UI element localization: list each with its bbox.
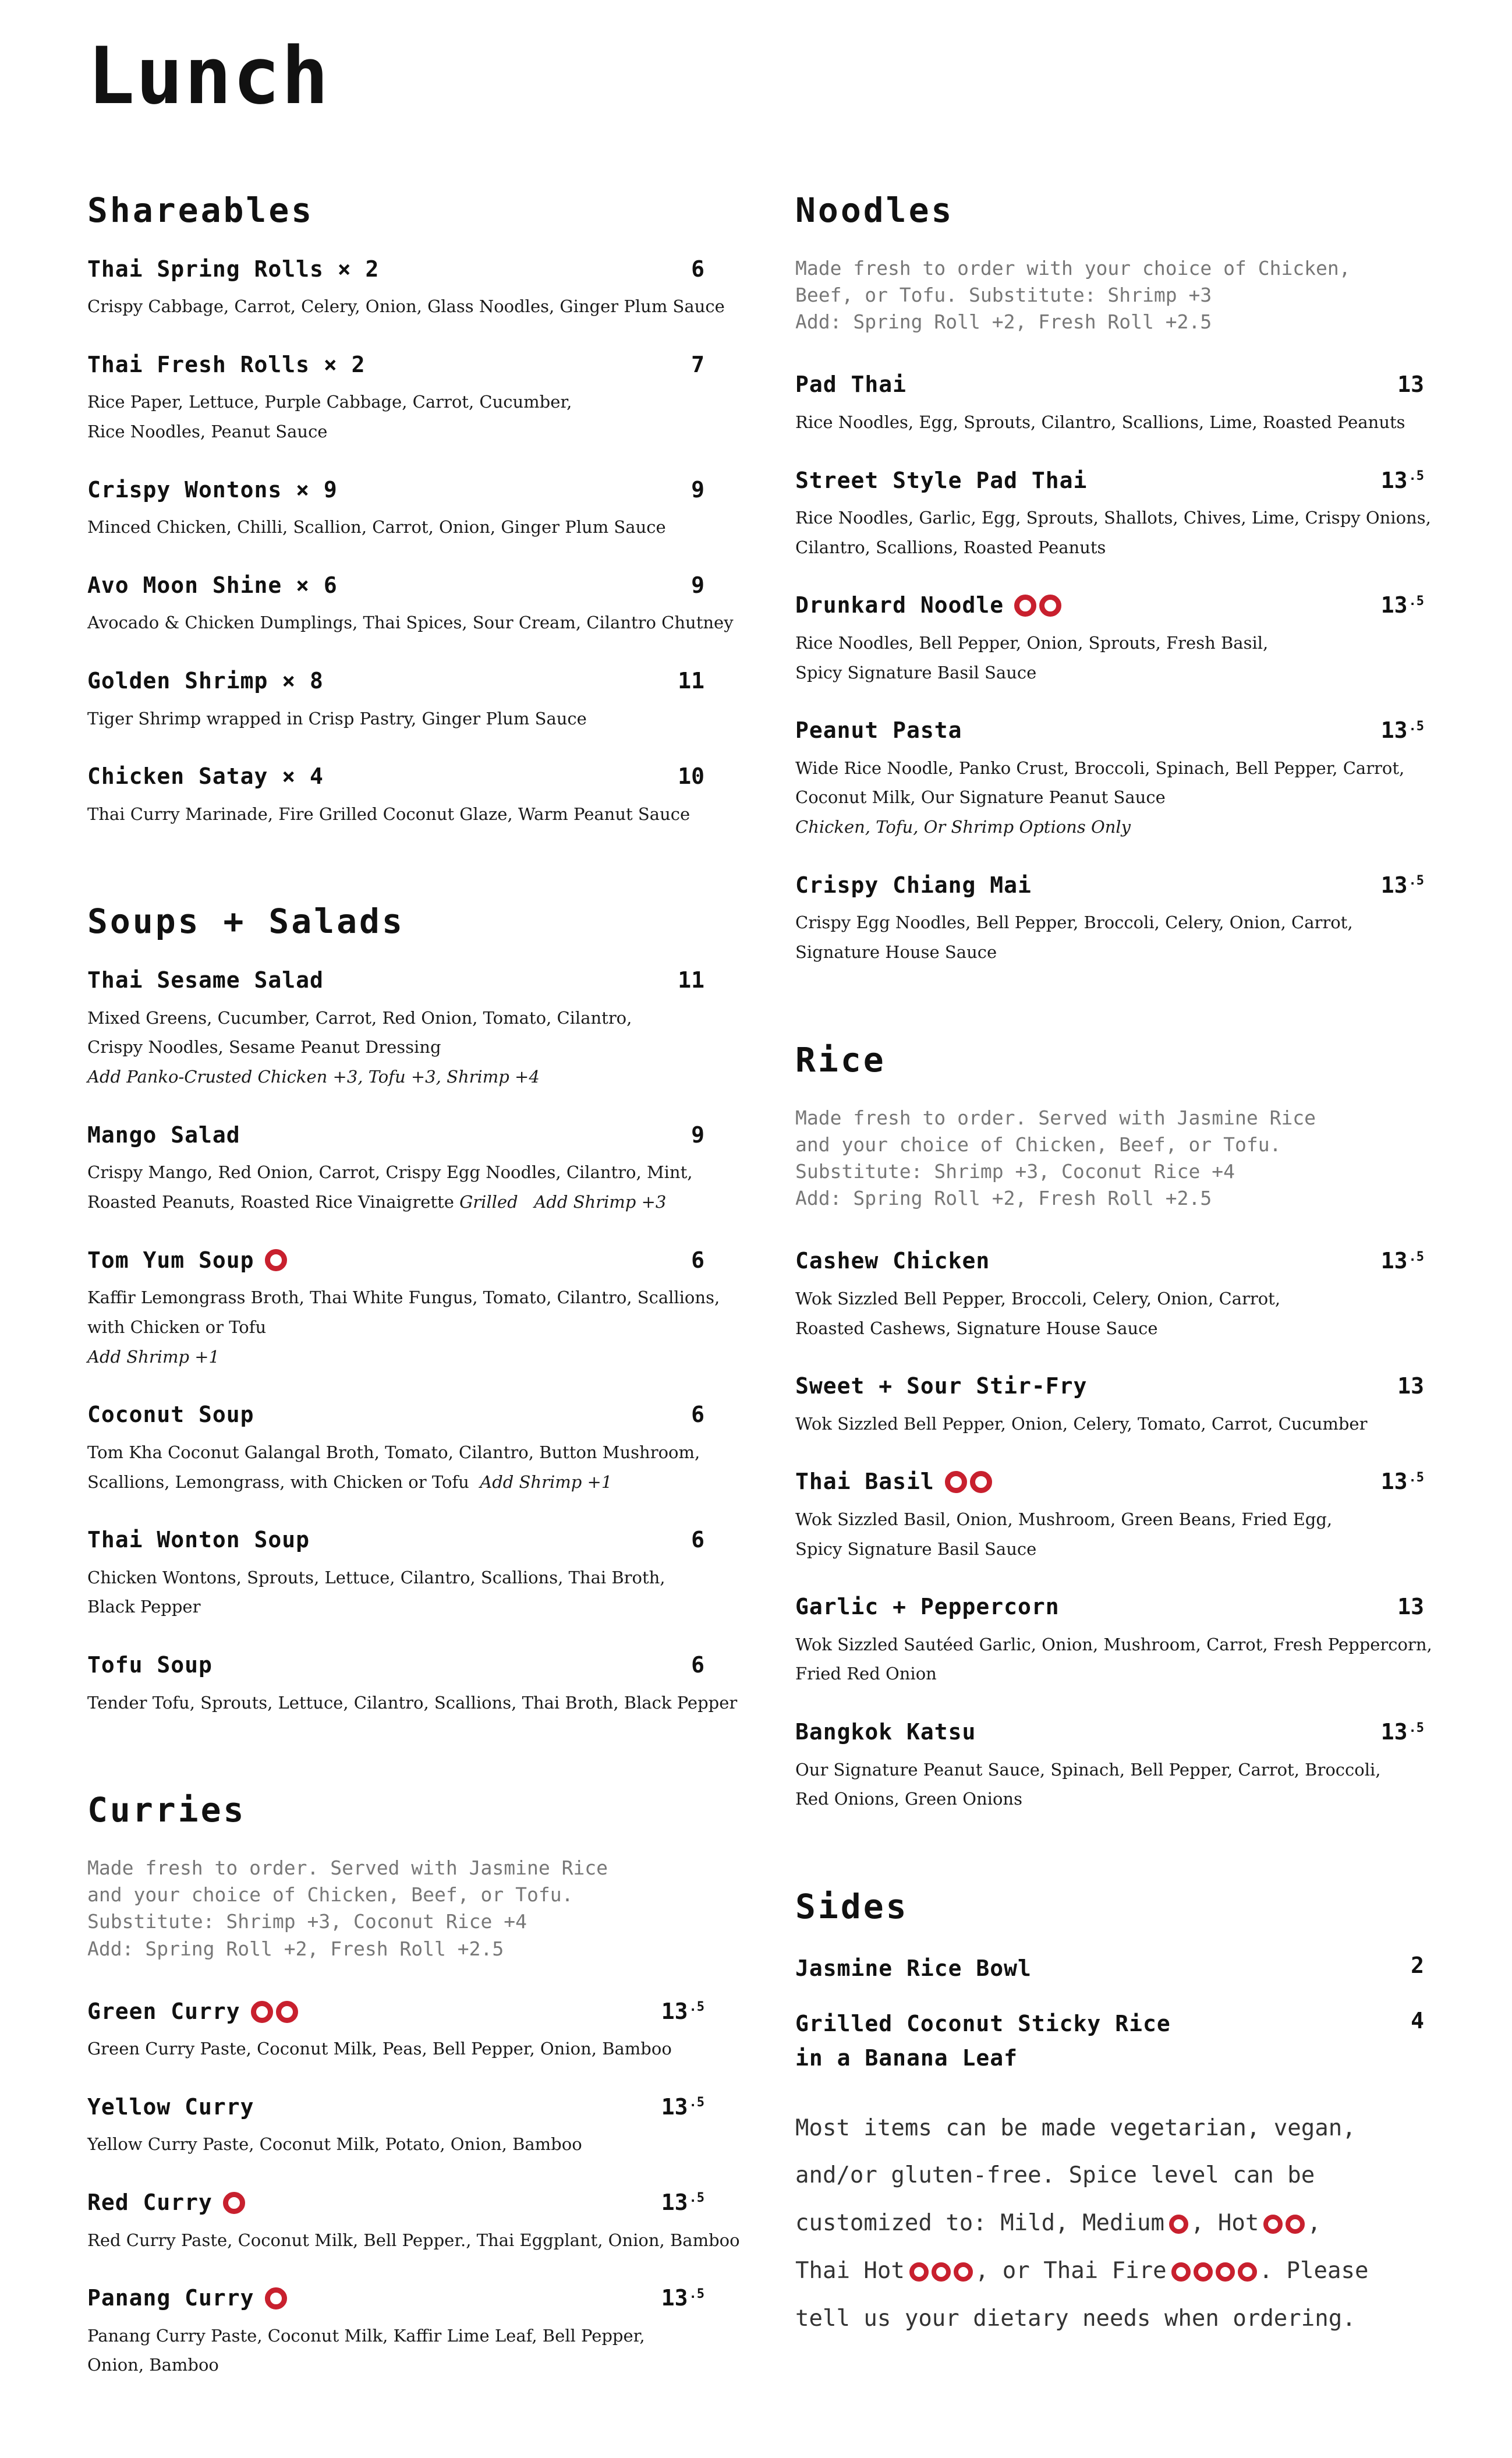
item-name: Pad Thai	[795, 372, 907, 398]
item-description: Tiger Shrimp wrapped in Crisp Pastry, Ginger Plum Sauce	[87, 708, 587, 728]
menu-item	[87, 255, 725, 321]
menu-item	[795, 1718, 1424, 1814]
item-description: Yellow Curry Paste, Coconut Milk, Potato, Onion, Bamboo	[87, 2134, 582, 2155]
item-description: Crispy Egg Noodles, Bell Pepper, Broccoli, Celery, Onion, Carrot, Signature House Sauce	[795, 913, 1353, 963]
menu-item	[87, 2188, 740, 2255]
item-name: Garlic + Peppercorn	[795, 1594, 1060, 1620]
menu-item	[87, 476, 704, 542]
item-name: Thai Wonton Soup	[87, 1527, 310, 1553]
item-description: Wok Sizzled Bell Pepper, Onion, Celery, Tomato, Carrot, Cucumber	[795, 1413, 1368, 1434]
item-name: Crispy Chiang Mai	[795, 872, 1032, 898]
section-intro: Made fresh to order. Served with Jasmine Rice and your choice of Chicken, Beef, or Tofu. Substitute: Shrimp +3, Coconut Rice +4 Add: Spring Roll +2, Fresh Roll +2.5	[87, 1856, 608, 1960]
item-price: $13^{.5}$	[1380, 1248, 1424, 1274]
item-price: 13	[1397, 372, 1424, 398]
item-name: Green Curry	[87, 1998, 240, 2024]
item-price: 6	[691, 1247, 704, 1273]
item-description: Rice Noodles, Garlic, Egg, Sprouts, Shallots, Chives, Lime, Crispy Onions, Cilantro, Scallions, Roasted Peanuts	[795, 507, 1431, 557]
section-shareables	[87, 190, 734, 829]
item-name: Mango Salad	[87, 1122, 240, 1148]
section-title: Soups + Salads	[87, 901, 405, 942]
item-name: Cashew Chicken	[795, 1248, 990, 1274]
item-price: 6	[691, 256, 704, 282]
menu-item	[795, 1372, 1424, 1438]
left-column	[87, 190, 740, 2455]
section-title: Noodles	[795, 190, 954, 230]
section-title: Shareables	[87, 190, 314, 230]
menu-item	[795, 1247, 1424, 1343]
item-description: Minced Chicken, Chilli, Scallion, Carrot, Onion, Ginger Plum Sauce	[87, 517, 666, 537]
menu-item	[87, 1526, 704, 1622]
item-description: Kaffir Lemongrass Broth, Thai White Fungus, Tomato, Cilantro, Scallions, with Chicken or Tofu Add Shrimp +1	[87, 1283, 704, 1371]
section-title: Sides	[795, 1887, 909, 1927]
menu-item	[795, 871, 1424, 967]
item-price: 9	[691, 1122, 704, 1148]
item-name: Sweet + Sour Stir-Fry	[795, 1373, 1088, 1399]
right-column	[795, 190, 1432, 2343]
item-description: Wok Sizzled Basil, Onion, Mushroom, Green Beans, Fried Egg, Spicy Signature Basil Sauce	[795, 1509, 1333, 1559]
item-description: Rice Noodles, Bell Pepper, Onion, Sprouts, Fresh Basil, Spicy Signature Basil Sauce	[795, 632, 1269, 682]
item-price: 11	[678, 967, 704, 993]
menu-item	[87, 1997, 704, 2064]
item-price: $13^{.5}$	[661, 1998, 704, 2024]
menu-item	[87, 667, 704, 733]
menu-item	[87, 1246, 720, 1372]
section-title: Curries	[87, 1790, 246, 1830]
menu-item	[87, 1400, 704, 1497]
item-description: Rice Noodles, Egg, Sprouts, Cilantro, Scallions, Lime, Roasted Peanuts	[795, 412, 1405, 432]
item-description: Our Signature Peanut Sauce, Spinach, Bell Pepper, Carrot, Broccoli, Red Onions, Green Onions	[795, 1759, 1381, 1809]
item-description: Wok Sizzled Sautéed Garlic, Onion, Mushroom, Carrot, Fresh Peppercorn, Fried Red Onion	[795, 1634, 1432, 1684]
item-note: Add Shrimp +1	[87, 1346, 220, 1367]
item-note: Grilled Add Shrimp +3	[459, 1191, 667, 1212]
section-soups-salads	[87, 901, 738, 1717]
item-price: 4	[1411, 2007, 1424, 2033]
item-price: $13^{.5}$	[661, 2093, 704, 2120]
item-description: Wide Rice Noodle, Panko Crust, Broccoli, Spinach, Bell Pepper, Carrot, Coconut Milk, Our Signature Peanut Sauce Chicken, Tofu, Or Shrimp Options Only	[795, 754, 1424, 842]
item-price: 13	[1397, 1373, 1424, 1399]
item-name: Bangkok Katsu	[795, 1719, 976, 1745]
section-noodles	[795, 190, 1431, 967]
item-price: 6	[691, 1652, 704, 1678]
item-price: $13^{.5}$	[661, 2285, 704, 2311]
item-price: 6	[691, 1527, 704, 1553]
item-note: Chicken, Tofu, Or Shrimp Options Only	[795, 817, 1131, 837]
dietary-note: Most items can be made vegetarian, vegan, and/or gluten-free. Spice level can be customized to: Mild, Medium , Hot , Thai Hot , or Thai Fire . Please tell us your dietary needs when ordering.	[795, 2114, 1369, 2332]
item-description: Crispy Mango, Red Onion, Carrot, Crispy Egg Noodles, Cilantro, Mint, Roasted Peanuts, Roasted Rice Vinaigrette Grilled Add Shrimp +3	[87, 1162, 693, 1212]
menu-item	[87, 762, 704, 829]
item-description: Mixed Greens, Cucumber, Carrot, Red Onion, Tomato, Cilantro, Crispy Noodles, Sesame Peanut Dressing Add Panko-Crusted Chicken +3, Tofu +3, Shrimp +4	[87, 1003, 704, 1092]
item-description: Panang Curry Paste, Coconut Milk, Kaffir Lime Leaf, Bell Pepper, Onion, Bamboo	[87, 2325, 645, 2375]
spice-level-3-icon	[909, 2262, 973, 2282]
item-name: Peanut Pasta	[795, 717, 962, 744]
item-description: Wok Sizzled Bell Pepper, Broccoli, Celery, Onion, Carrot, Roasted Cashews, Signature House Sauce	[795, 1288, 1281, 1338]
menu-item	[87, 966, 704, 1092]
menu-item	[795, 1951, 1424, 1986]
menu-item	[795, 1593, 1432, 1689]
item-price: $13^{.5}$	[1380, 467, 1424, 493]
item-name: Chicken Satay × 4	[87, 763, 324, 790]
menu-item	[87, 1121, 704, 1217]
item-price: 11	[678, 668, 704, 694]
item-price: $13^{.5}$	[1380, 592, 1424, 618]
item-price: 9	[691, 572, 704, 598]
menu-item	[87, 571, 734, 638]
item-name: Tom Yum Soup	[87, 1247, 254, 1273]
item-name: Golden Shrimp × 8	[87, 668, 324, 694]
item-description: Tender Tofu, Sprouts, Lettuce, Cilantro, Scallions, Thai Broth, Black Pepper	[87, 1692, 738, 1713]
spice-level-1-icon	[1169, 2215, 1188, 2234]
spice-level-1-icon	[265, 2287, 287, 2310]
item-name: Coconut Soup	[87, 1402, 254, 1428]
item-price: 9	[691, 476, 704, 503]
item-description: Red Curry Paste, Coconut Milk, Bell Pepper., Thai Eggplant, Onion, Bamboo	[87, 2230, 740, 2250]
item-price: 6	[691, 1402, 704, 1428]
item-name: Thai Basil	[795, 1469, 934, 1495]
item-name: Thai Spring Rolls × 2	[87, 256, 380, 282]
item-name: Panang Curry	[87, 2285, 254, 2311]
menu-item	[87, 2284, 704, 2380]
section-intro: Made fresh to order. Served with Jasmine Rice and your choice of Chicken, Beef, or Tofu. Substitute: Shrimp +3, Coconut Rice +4 Add: Spring Roll +2, Fresh Roll +2.5	[795, 1106, 1316, 1210]
spice-level-2-icon	[1263, 2215, 1305, 2234]
menu-item	[87, 2093, 704, 2159]
item-name: Crispy Wontons × 9	[87, 476, 338, 503]
menu-item	[795, 2007, 1424, 2075]
item-name: Thai Fresh Rolls × 2	[87, 351, 366, 377]
item-note: Add Panko-Crusted Chicken +3, Tofu +3, Shrimp +4	[87, 1067, 540, 1087]
spice-level-2-icon	[945, 1471, 992, 1493]
item-name: Grilled Coconut Sticky Rice in a Banana Leaf	[795, 2010, 1171, 2071]
item-name: Jasmine Rice Bowl	[795, 1955, 1032, 1981]
spice-level-1-icon	[265, 1249, 287, 1271]
menu-item	[795, 466, 1431, 563]
item-price: $13^{.5}$	[1380, 1719, 1424, 1745]
item-name: Thai Sesame Salad	[87, 967, 324, 993]
section-sides	[795, 1888, 1424, 2343]
section-intro: Made fresh to order with your choice of Chicken, Beef, or Tofu. Substitute: Shrimp +3 Add: Spring Roll +2, Fresh Roll +2.5	[795, 256, 1351, 334]
spice-level-2-icon	[1014, 595, 1061, 617]
menu-item	[87, 351, 704, 447]
menu-item	[87, 1651, 738, 1717]
item-name: Red Curry	[87, 2190, 213, 2216]
item-price: 10	[678, 763, 704, 790]
section-curries	[87, 1790, 740, 2380]
item-price: 13	[1397, 1594, 1424, 1620]
item-name: Tofu Soup	[87, 1652, 213, 1678]
item-description: Tom Kha Coconut Galangal Broth, Tomato, Cilantro, Button Mushroom, Scallions, Lemongrass, with Chicken or Tofu Add Shrimp +1	[87, 1442, 700, 1492]
item-note: Add Shrimp +1	[480, 1472, 612, 1492]
menu-item	[795, 1467, 1424, 1564]
menu-item	[795, 591, 1424, 687]
item-description: Chicken Wontons, Sprouts, Lettuce, Cilantro, Scallions, Thai Broth, Black Pepper	[87, 1567, 665, 1617]
item-description: Green Curry Paste, Coconut Milk, Peas, Bell Pepper, Onion, Bamboo	[87, 2039, 672, 2059]
item-description: Avocado & Chicken Dumplings, Thai Spices, Sour Cream, Cilantro Chutney	[87, 613, 734, 633]
item-price: $13^{.5}$	[1380, 717, 1424, 744]
item-price: 2	[1411, 1952, 1424, 1978]
item-price: $13^{.5}$	[1380, 1469, 1424, 1495]
spice-level-2-icon	[251, 2001, 298, 2023]
section-title: Rice	[795, 1039, 886, 1080]
menu-item	[795, 716, 1424, 842]
item-price: 7	[691, 351, 704, 377]
item-price: $13^{.5}$	[1380, 872, 1424, 898]
item-description: Rice Paper, Lettuce, Purple Cabbage, Carrot, Cucumber, Rice Noodles, Peanut Sauce	[87, 392, 572, 442]
item-description: Crispy Cabbage, Carrot, Celery, Onion, Glass Noodles, Ginger Plum Sauce	[87, 296, 725, 317]
page-title: Lunch	[87, 30, 330, 122]
item-name: Yellow Curry	[87, 2093, 254, 2120]
item-name: Avo Moon Shine × 6	[87, 572, 338, 598]
spice-level-1-icon	[223, 2192, 245, 2214]
menu-item	[795, 370, 1424, 437]
item-name: Street Style Pad Thai	[795, 467, 1088, 493]
item-name: Drunkard Noodle	[795, 592, 1004, 618]
spice-level-4-icon	[1171, 2262, 1257, 2282]
section-rice	[795, 1039, 1432, 1814]
item-description: Thai Curry Marinade, Fire Grilled Coconut Glaze, Warm Peanut Sauce	[87, 804, 691, 824]
item-price: $13^{.5}$	[661, 2190, 704, 2216]
